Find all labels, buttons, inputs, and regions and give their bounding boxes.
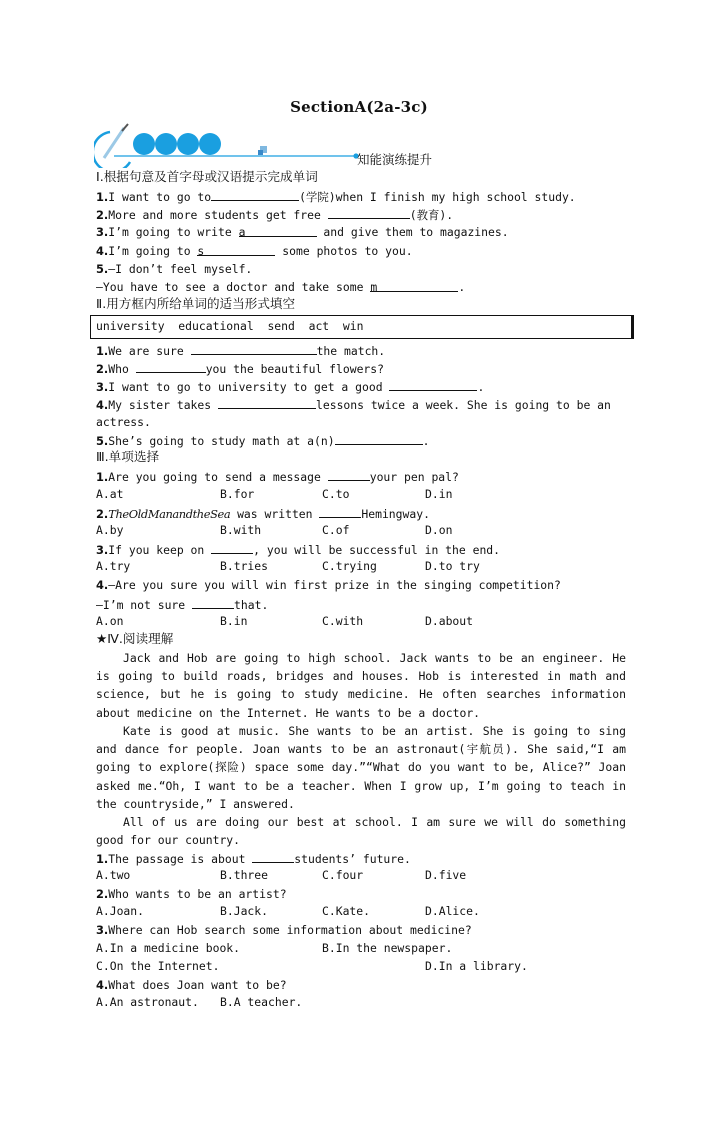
option-b[interactable]: B.tries [220, 559, 269, 573]
option-d[interactable]: D.about [425, 614, 474, 628]
s4-q3: 3.Where can Hob search some information about medicine? [96, 923, 472, 937]
option-b[interactable]: B.three [220, 868, 269, 882]
s3-q1: 1.Are you going to send a message your pen pal? [96, 470, 459, 484]
option-d[interactable]: D.on [425, 523, 453, 537]
s2-q3: 3.I want to go to university to get a good . [96, 380, 485, 394]
page-title: SectionA(2a-3c) [290, 98, 428, 116]
option-d[interactable]: D.to try [425, 559, 480, 573]
s1-q5-line2: —You have to see a doctor and take some m . [96, 280, 466, 294]
option-b[interactable]: B.with [220, 523, 262, 537]
s4-q4: 4.What does Joan want to be? [96, 978, 287, 992]
s1-q4: 4.I’m going to s some photos to you. [96, 244, 413, 258]
answer-blank[interactable]: m [370, 279, 458, 292]
option-c[interactable]: C.Kate. [322, 904, 371, 918]
section-3-heading: Ⅲ.单项选择 [96, 449, 160, 464]
s2-q5: 5.She’s going to study math at a(n) . [96, 434, 430, 448]
answer-blank[interactable] [136, 360, 206, 373]
section-4-heading: ★Ⅳ.阅读理解 [96, 631, 174, 646]
word-box-text: university educational send act win [96, 319, 364, 333]
section-2-heading: Ⅱ.用方框内所给单词的适当形式填空 [96, 296, 296, 311]
answer-blank[interactable] [335, 432, 423, 445]
s1-q1: 1.I want to go to (学院)when I finish my high school study. [96, 190, 576, 204]
option-a[interactable]: A.In a medicine book. [96, 941, 241, 955]
answer-blank[interactable] [191, 342, 317, 355]
answer-blank[interactable]: s [197, 243, 275, 256]
answer-blank[interactable] [211, 188, 299, 201]
answer-blank[interactable] [252, 850, 294, 863]
answer-blank[interactable]: a [239, 224, 317, 237]
option-d[interactable]: D.five [425, 868, 467, 882]
option-a[interactable]: A.Joan. [96, 904, 145, 918]
answer-blank[interactable] [328, 468, 370, 481]
s3-q4-reply: —I’m not sure that. [96, 598, 269, 612]
s2-q2: 2.Who you the beautiful flowers? [96, 362, 385, 376]
s1-q3: 3.I’m going to write a and give them to magazines. [96, 225, 509, 239]
s2-q4-cont: actress. [96, 415, 151, 429]
option-c[interactable]: C.trying [322, 559, 377, 573]
passage-paragraph-1: Jack and Hob are going to high school. Jack wants to be an engineer. He is going to build roads, bridges and houses. Hob is interested in math and science, but he is going to study medicine. He often searches information about medicine on the Internet. He wants to be a doctor. [96, 651, 626, 720]
section-1-heading: Ⅰ.根据句意及首字母或汉语提示完成单词 [96, 169, 318, 184]
option-b[interactable]: B.for [220, 487, 255, 501]
answer-blank[interactable] [211, 541, 253, 554]
passage-paragraph-2: Kate is good at music. She wants to be an artist. She is going to sing and dance for people. Joan wants to be an astronaut(宇航员). She said,“I am going to explore(探险) space some day.”“What do you want to be, Alice?” Joan asked me.“Oh, I want to be a teacher. When I grow up, I’m going to teach in the countryside,” I answered. [96, 724, 626, 811]
option-c[interactable]: C.to [322, 487, 350, 501]
option-a[interactable]: A.try [96, 559, 131, 573]
option-d[interactable]: D.Alice. [425, 904, 480, 918]
s2-q1: 1.We are sure the match. [96, 344, 386, 358]
answer-blank[interactable] [389, 378, 477, 391]
option-b[interactable]: B.Jack. [220, 904, 269, 918]
option-d[interactable]: D.In a library. [425, 959, 528, 973]
s2-q4: 4.My sister takes lessons twice a week. She is going to be an [96, 398, 611, 412]
option-a[interactable]: A.on [96, 614, 124, 628]
option-a[interactable]: A.at [96, 487, 124, 501]
option-b[interactable]: B.In the newspaper. [322, 941, 453, 955]
answer-blank[interactable] [328, 206, 410, 219]
answer-blank[interactable] [218, 396, 316, 409]
answer-blank[interactable] [192, 596, 234, 609]
s1-q5-line1: 5.—I don’t feel myself. [96, 262, 253, 276]
option-b[interactable]: B.A teacher. [220, 995, 303, 1009]
s3-q4: 4.—Are you sure you will win first prize in the singing competition? [96, 578, 561, 592]
option-a[interactable]: A.two [96, 868, 131, 882]
word-box [90, 315, 634, 339]
option-d[interactable]: D.in [425, 487, 453, 501]
option-c[interactable]: C.with [322, 614, 364, 628]
paintbrush-icon [94, 124, 130, 168]
option-a[interactable]: A.by [96, 523, 124, 537]
s4-q1: 1.The passage is about students’ future. [96, 852, 411, 866]
s4-q2: 2.Who wants to be an artist? [96, 887, 287, 901]
option-b[interactable]: B.in [220, 614, 248, 628]
passage-paragraph-3: All of us are doing our best at school. I am sure we will do something good for our country. [96, 815, 626, 848]
option-c[interactable]: C.On the Internet. [96, 959, 220, 973]
answer-blank[interactable] [319, 505, 361, 518]
banner-label: 知能演练提升 [357, 152, 433, 167]
s3-q3: 3.If you keep on , you will be successful in the end. [96, 543, 501, 557]
s3-q2: 2.TheOldManandtheSea was written Hemingway. [96, 507, 430, 521]
option-c[interactable]: C.of [322, 523, 350, 537]
s1-q2: 2.More and more students get free (教育). [96, 208, 454, 222]
option-c[interactable]: C.four [322, 868, 364, 882]
option-a[interactable]: A.An astronaut. [96, 995, 199, 1009]
